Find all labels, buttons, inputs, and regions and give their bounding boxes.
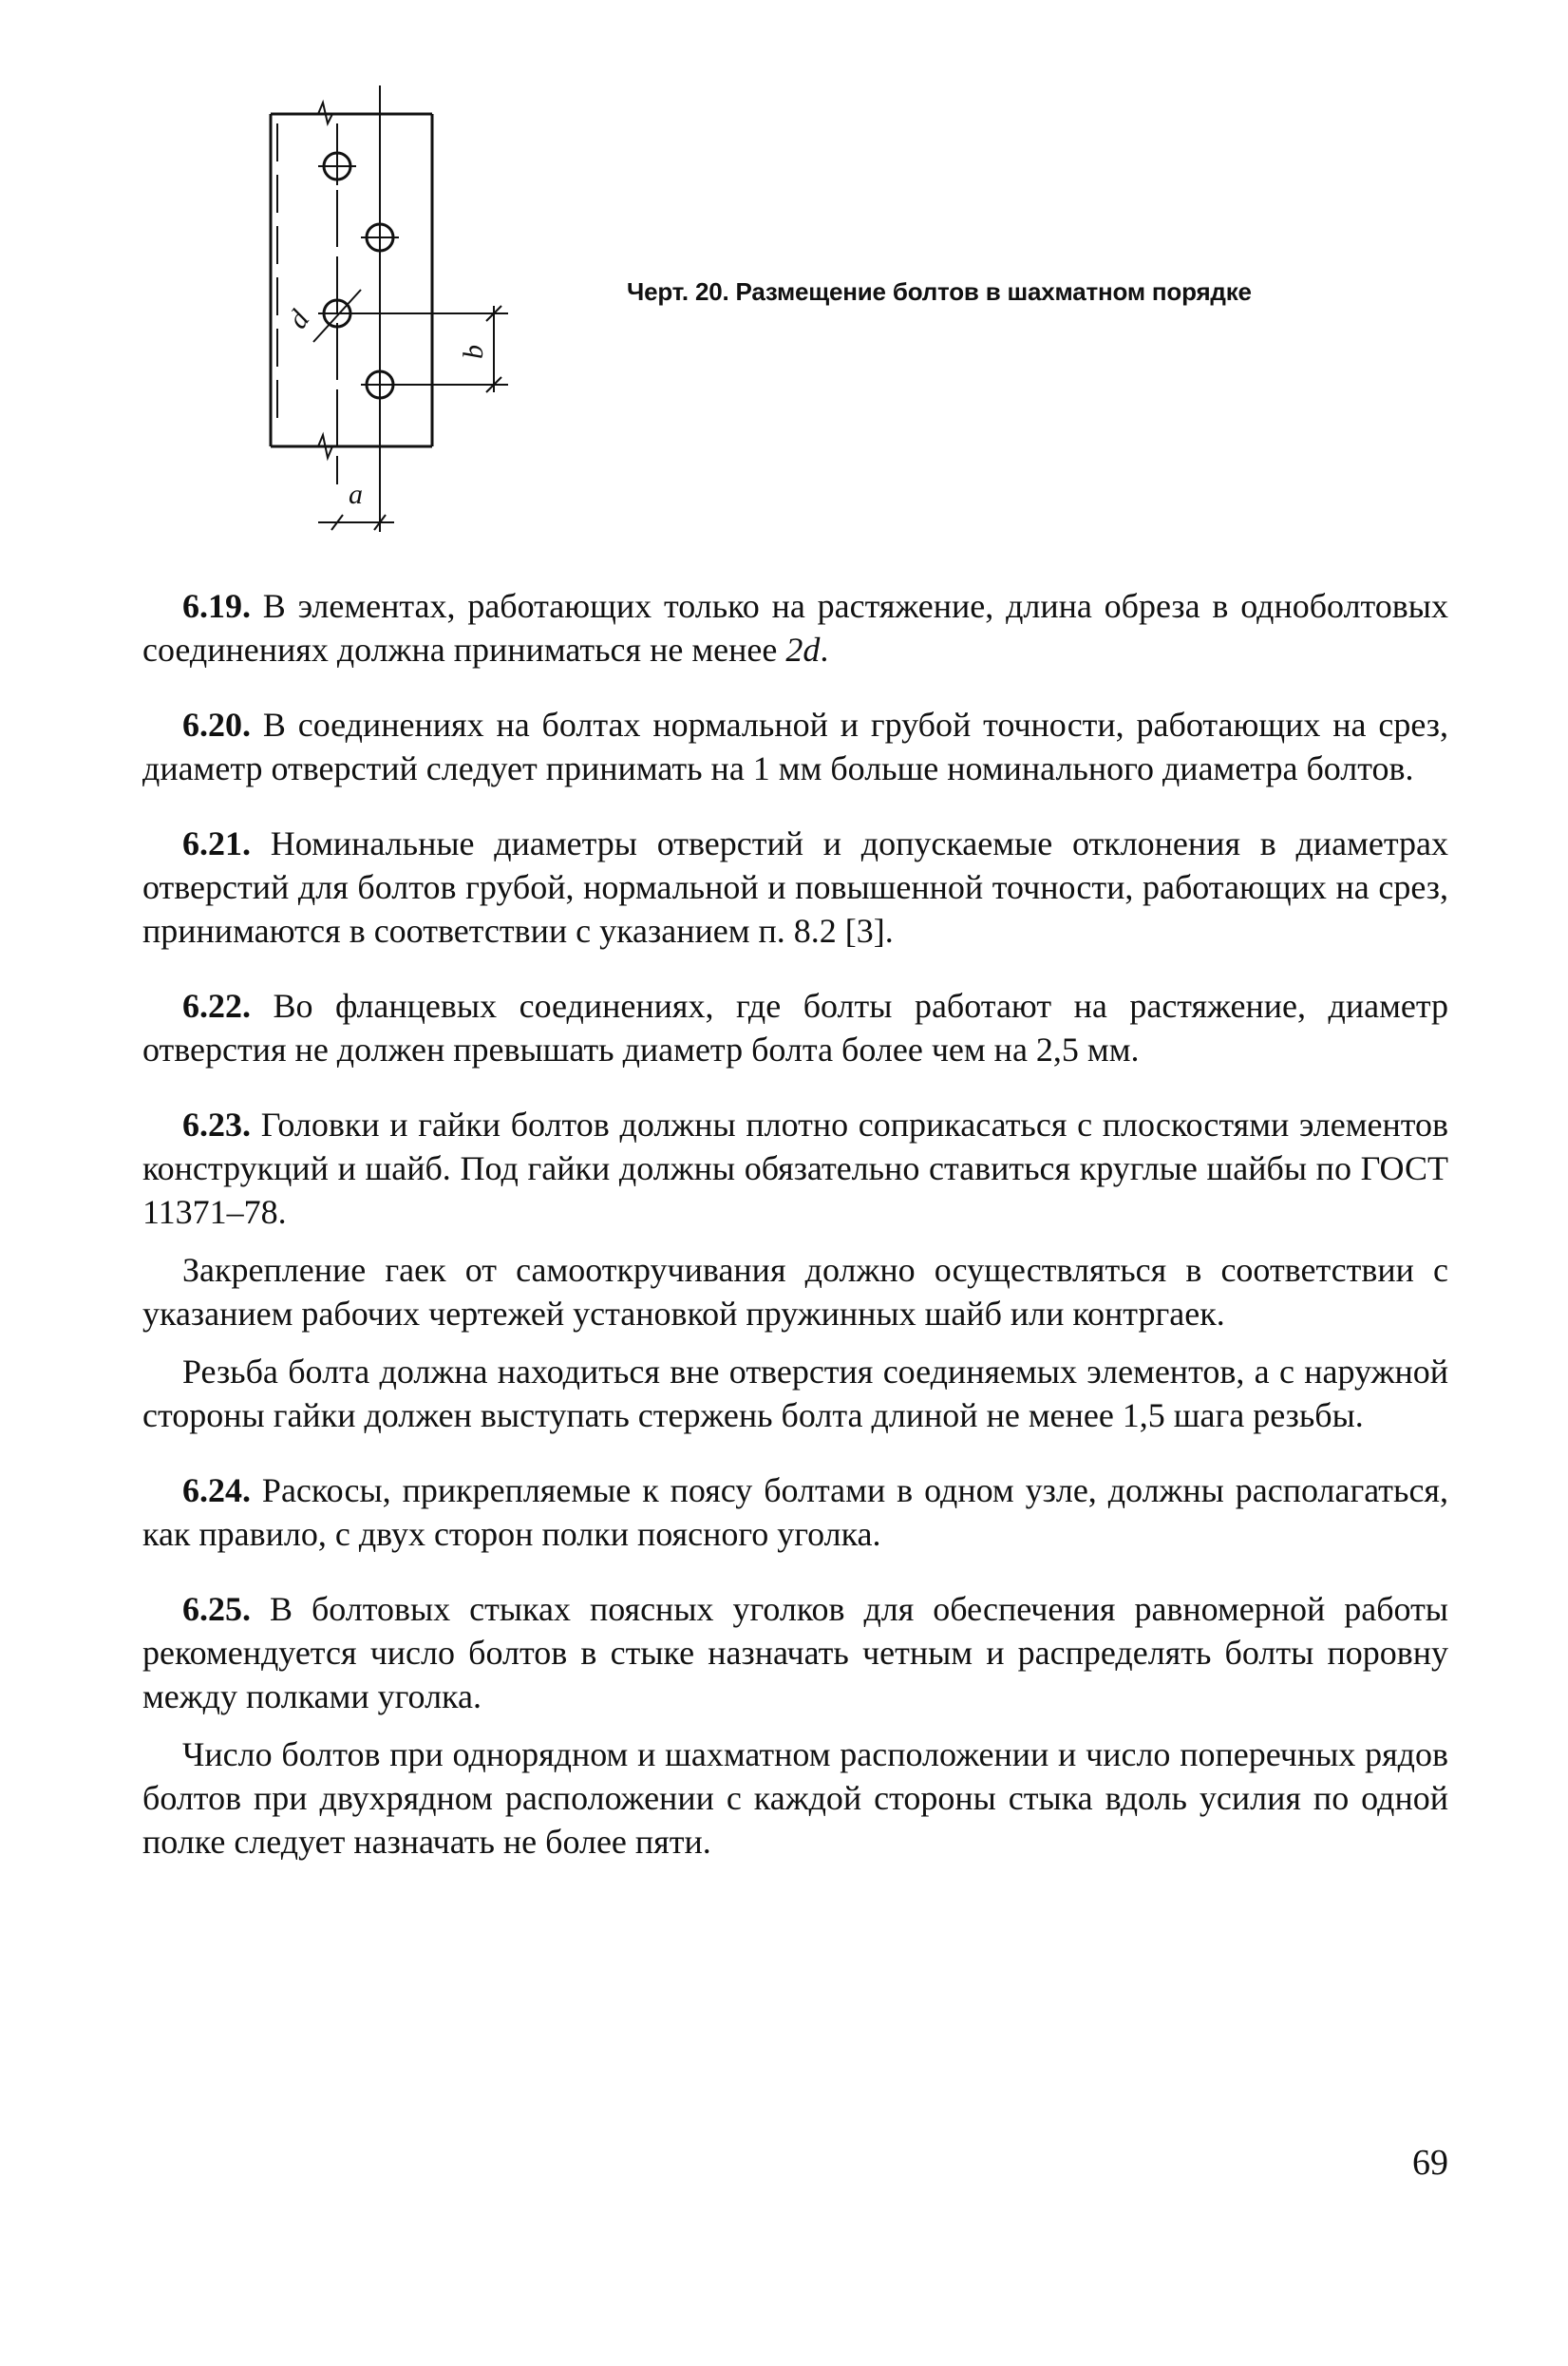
paragraph-6-20: [142, 703, 1448, 790]
bolt-layout-figure: [256, 85, 570, 541]
paragraph-number: 6.23.: [182, 1106, 251, 1144]
paragraph-tail: .: [820, 631, 829, 669]
figure-caption: Черт. 20. Размещение болтов в шахматном порядке: [627, 277, 1252, 306]
paragraph-text: В элементах, работающих только на растяжение, длина обреза в одноболтовых соединениях должна приниматься не менее: [142, 587, 1448, 669]
paragraph-number: 6.19.: [182, 587, 251, 625]
paragraph-6-25: [142, 1587, 1448, 1718]
label-a: a: [349, 479, 363, 510]
paragraph-6-23-continued-1: Закрепление гаек от самооткручивания должно осуществляться в соответствии с указанием рабочих чертежей установкой пружинных шайб или контргаек.: [142, 1251, 1448, 1333]
page-number: 69: [1412, 2143, 1448, 2183]
label-d: d: [281, 304, 316, 335]
paragraph-6-23: [142, 1103, 1448, 1234]
paragraph-6-22: [142, 984, 1448, 1071]
paragraph-6-24: [142, 1468, 1448, 1556]
paragraph-text: Во фланцевых соединениях, где болты работают на растяжение, диаметр отверстия не должен превышать диаметр болта более чем на 2,5 мм.: [142, 987, 1448, 1069]
paragraph-number: 6.24.: [182, 1471, 251, 1509]
paragraph-text: Номинальные диаметры отверстий и допускаемые отклонения в диаметрах отверстий для болтов грубой, нормальной и повышенной точности, работающих на срез, принимаются в соответствии с указанием п. 8.2 [3].: [142, 824, 1448, 950]
body-text: [142, 584, 1448, 1864]
formula: 2d: [785, 631, 821, 669]
bolt-staggered-diagram: [256, 85, 570, 541]
paragraph-text: В болтовых стыках поясных уголков для обеспечения равномерной работы рекомендуется число болтов в стыке назначать четным и распределять болты поровну между полками уголка.: [142, 1590, 1448, 1715]
paragraph-number: 6.20.: [182, 706, 251, 744]
paragraph-6-19: [142, 584, 1448, 672]
label-b: b: [458, 345, 489, 359]
paragraph-number: 6.21.: [182, 824, 251, 862]
paragraph-text: В соединениях на болтах нормальной и грубой точности, работающих на срез, диаметр отверстий следует принимать на 1 мм больше номинального диаметра болтов.: [142, 706, 1448, 787]
paragraph-text: Раскосы, прикрепляемые к поясу болтами в одном узле, должны располагаться, как правило, с двух сторон полки поясного уголка.: [142, 1471, 1448, 1553]
paragraph-number: 6.25.: [182, 1590, 251, 1628]
paragraph-6-23-continued-2: Резьба болта должна находиться вне отверстия соединяемых элементов, а с наружной стороны гайки должен выступать стержень болта длиной не менее 1,5 шага резьбы.: [142, 1353, 1448, 1434]
paragraph-number: 6.22.: [182, 987, 251, 1025]
paragraph-6-21: [142, 822, 1448, 953]
paragraph-6-25-continued: Число болтов при однорядном и шахматном расположении и число поперечных рядов болтов при двухрядном расположении с каждой стороны стыка вдоль усилия по одной полке следует назначать не более пяти.: [142, 1735, 1448, 1861]
paragraph-text: Головки и гайки болтов должны плотно соприкасаться с плоскостями элементов конструкций и шайб. Под гайки должны обязательно ставиться круглые шайбы по ГОСТ 11371–78.: [142, 1106, 1448, 1231]
